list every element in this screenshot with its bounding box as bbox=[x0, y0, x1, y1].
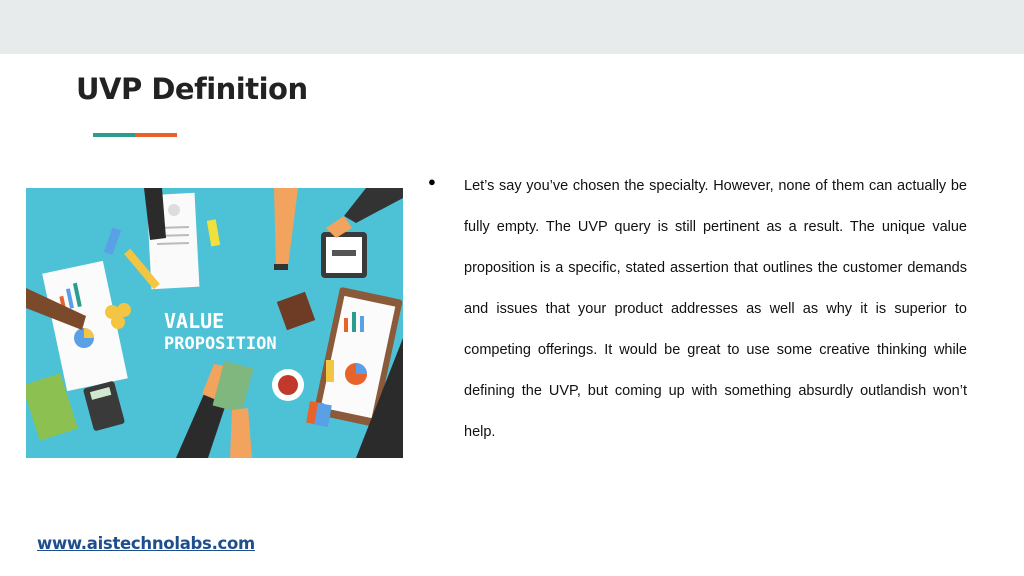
website-link[interactable]: www.aistechnolabs.com bbox=[37, 534, 255, 553]
illustration-svg bbox=[26, 188, 403, 458]
arm-sleeve bbox=[344, 188, 403, 223]
arm bbox=[230, 408, 252, 458]
highlighter-icon bbox=[104, 227, 121, 255]
uvp-paragraph: Let’s say you’ve chosen the specialty. However, none of them can actually be fully empty. The UVP query is still pertinent as a result. The unique value proposition is a specific, stated assertion that outlines the customer demands and issues that your product addresses as well as why it is superior to competing offerings. It would be great to use some creative thinking while defining the UVP, but coming up with something absurdly outlandish won’t help. bbox=[464, 178, 967, 440]
coin-icon bbox=[111, 315, 125, 329]
banner-text-proposition: PROPOSITION bbox=[164, 334, 277, 354]
accent-bar-teal bbox=[93, 133, 135, 137]
accent-bar-orange bbox=[135, 133, 177, 137]
coin-icon bbox=[117, 303, 131, 317]
slide-title: UVP Definition bbox=[76, 72, 308, 106]
calculator-icon bbox=[83, 381, 125, 432]
highlighter-icon bbox=[207, 219, 220, 246]
value-proposition-illustration bbox=[26, 188, 403, 458]
bullet-icon: ● bbox=[428, 174, 436, 189]
banner-text-value: VALUE bbox=[164, 309, 225, 333]
marker-icon bbox=[326, 360, 334, 382]
arm bbox=[274, 188, 298, 268]
wallet-icon bbox=[277, 292, 315, 330]
header-band bbox=[0, 0, 1024, 54]
title-accent-bar bbox=[93, 133, 177, 137]
